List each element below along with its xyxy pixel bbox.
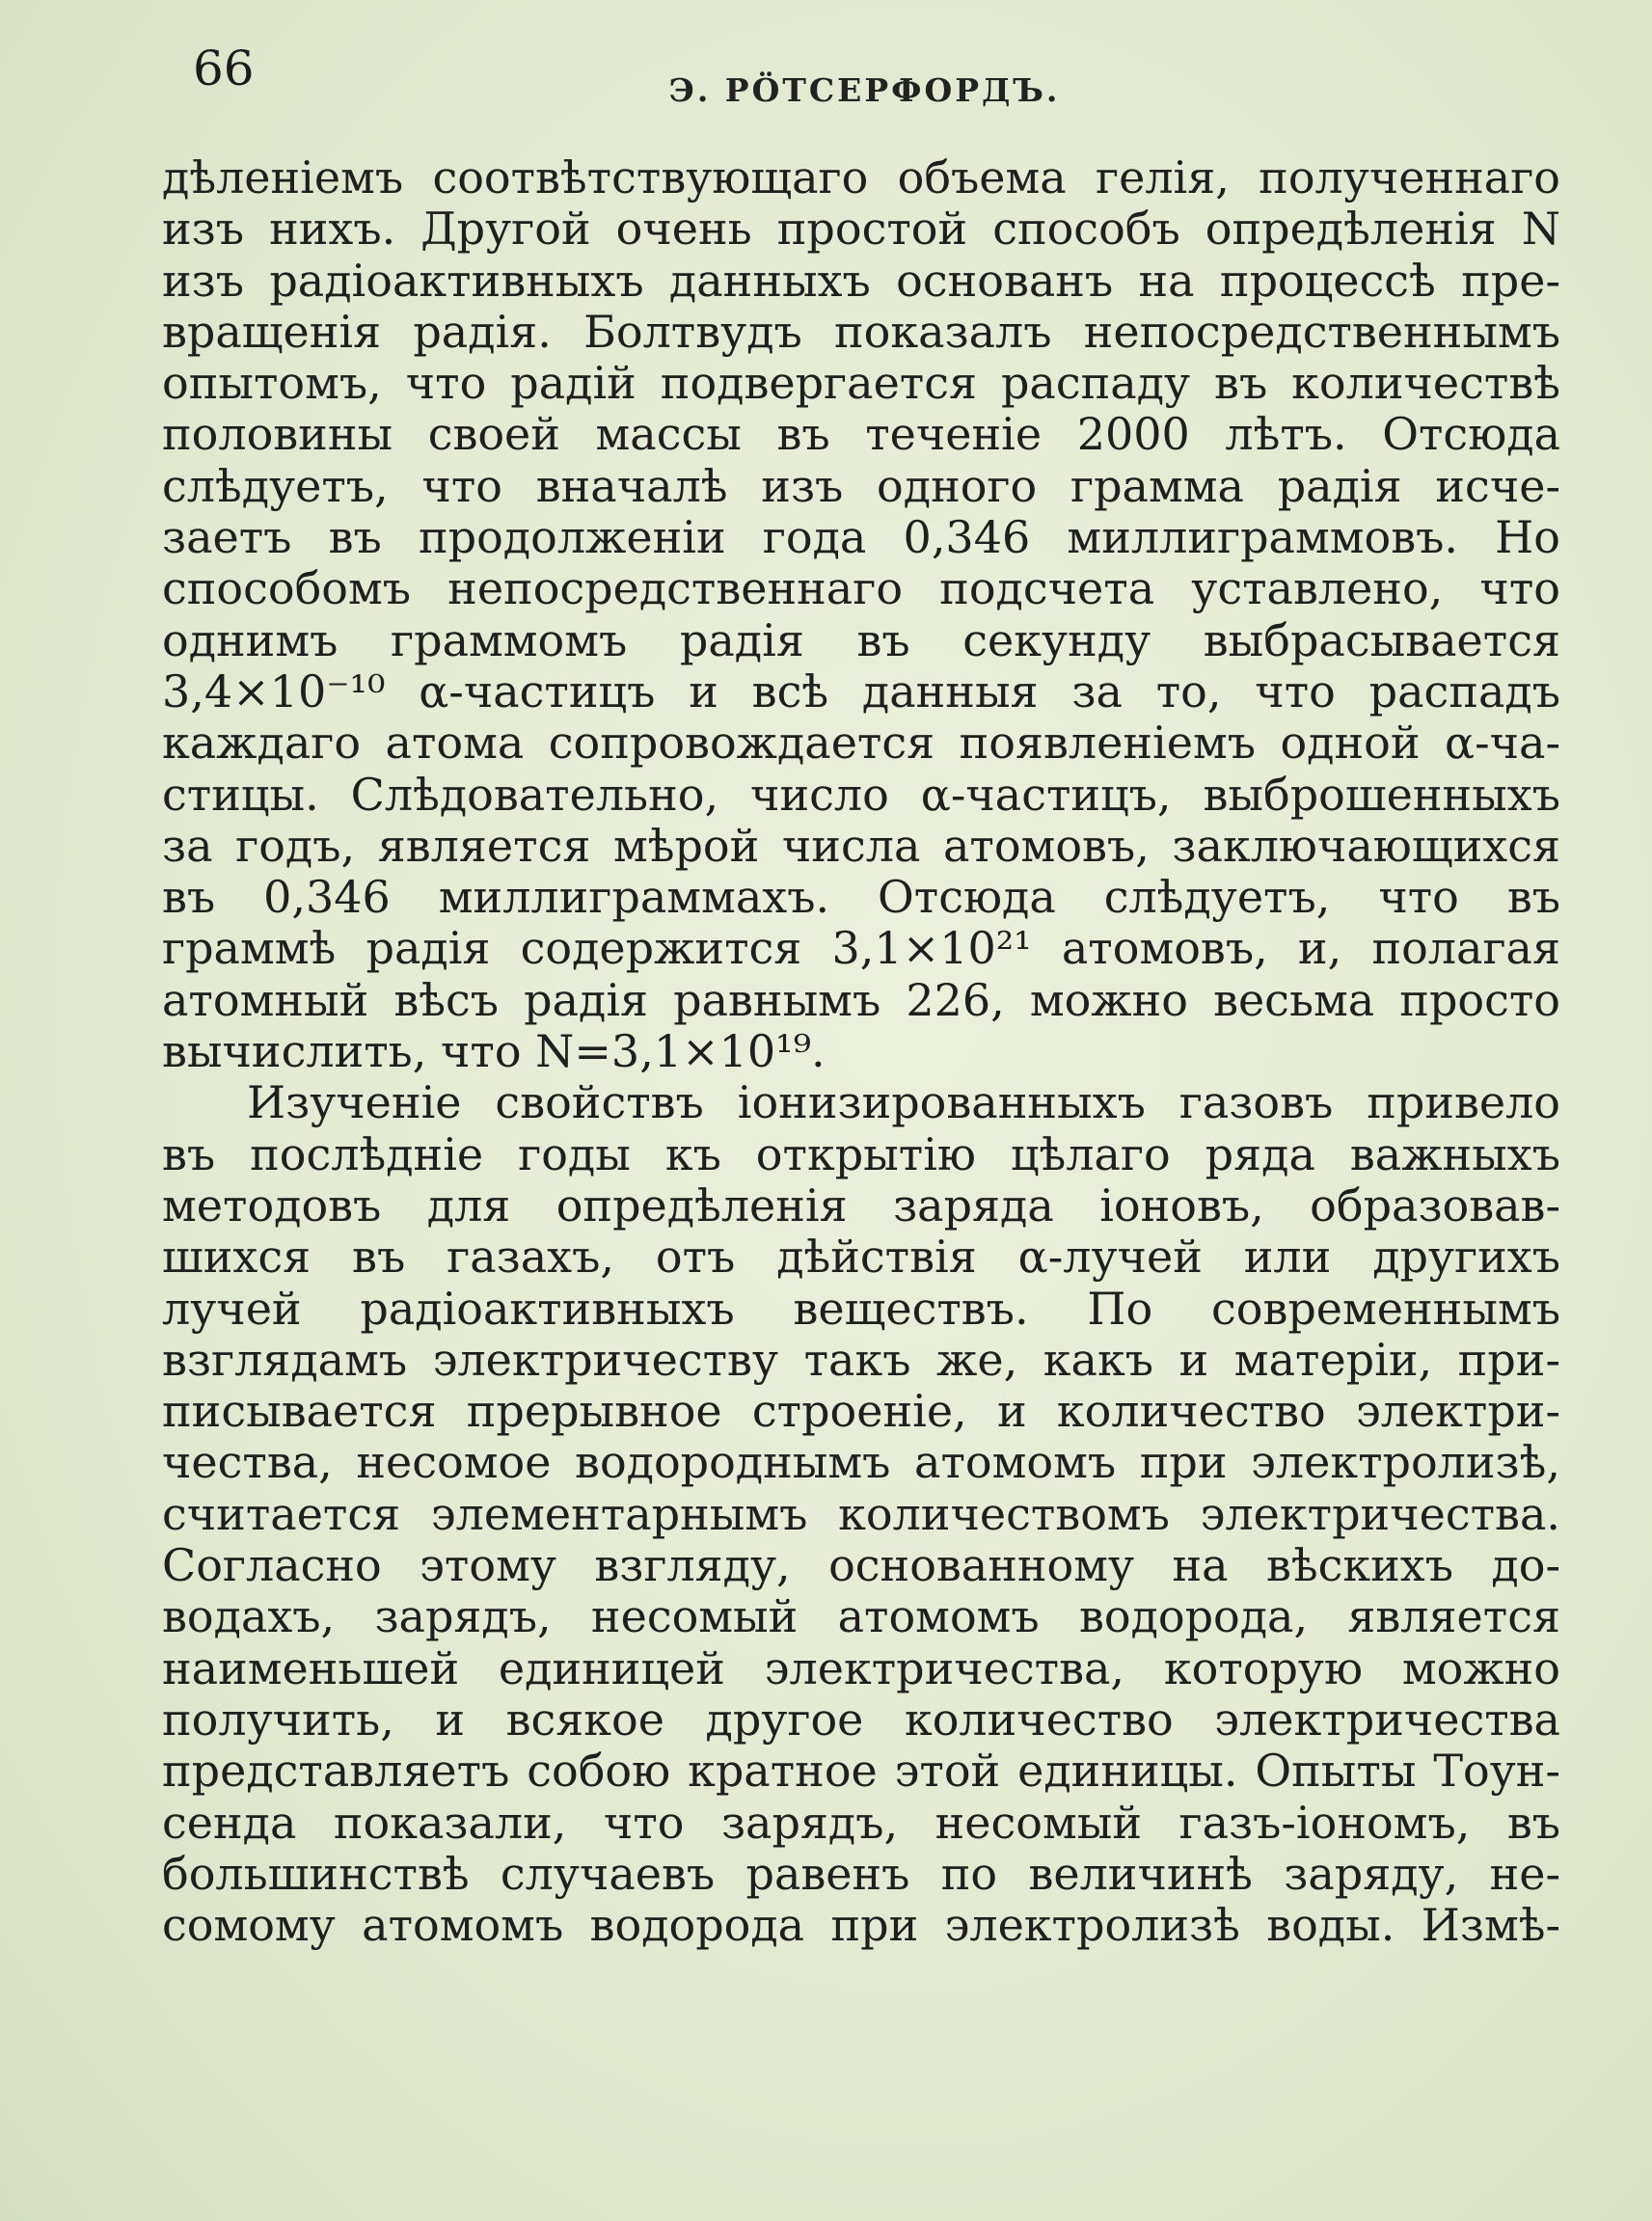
text-line: наименьшей единицей электричества, которую можно [162, 1641, 1560, 1694]
text-line: стицы. Слѣдовательно, число α-частицъ, выброшенныхъ [162, 768, 1560, 821]
text-line: дѣленіемъ соотвѣтствующаго объема гелія, полученнаго [162, 151, 1560, 203]
text-line: получить, и всякое другое количество электричества [162, 1693, 1560, 1746]
text-line: вычислить, что N=3,1×10¹⁹. [162, 1025, 826, 1078]
body-text [162, 152, 1560, 1951]
paragraph-2 [162, 1077, 1560, 1951]
text-line: однимъ граммомъ радія въ секунду выбрасывается [162, 613, 1560, 666]
text-line: представляетъ собою кратное этой единицы. Опыты Тоун- [162, 1745, 1560, 1798]
text-line: въ послѣдніе годы къ открытію цѣлаго ряда важныхъ [162, 1127, 1560, 1180]
text-line: шихся въ газахъ, отъ дѣйствія α-лучей или другихъ [162, 1231, 1560, 1284]
text-line: большинствѣ случаевъ равенъ по величинѣ заряду, не- [162, 1847, 1560, 1900]
text-line: сомому атомомъ водорода при электролизѣ воды. Измѣ- [162, 1899, 1560, 1952]
running-head: Э. РÖТСЕРФОРДЪ. [668, 71, 1061, 109]
text-line: въ 0,346 миллиграммахъ. Отсюда слѣдуетъ, что въ [162, 871, 1560, 924]
paragraph-1 [162, 152, 1560, 1077]
text-line: способомъ непосредственнаго подсчета уставлено, что [162, 562, 1560, 615]
text-line: заетъ въ продолженіи года 0,346 миллиграммовъ. Но [162, 511, 1560, 564]
text-line: слѣдуетъ, что вначалѣ изъ одного грамма радія исче- [162, 459, 1560, 512]
text-line: атомный вѣсъ радія равнымъ 226, можно весьма просто [162, 973, 1560, 1026]
text-line: чества, несомое водороднымъ атомомъ при электролизѣ, [162, 1436, 1560, 1489]
text-line: писывается прерывное строеніе, и количество электри- [162, 1385, 1560, 1438]
text-line: водахъ, зарядъ, несомый атомомъ водорода, является [162, 1590, 1560, 1643]
text-line: 3,4×10⁻¹⁰ α-частицъ и всѣ данныя за то, что распадъ [162, 664, 1560, 718]
text-line: взглядамъ электричеству такъ же, какъ и матеріи, при- [162, 1333, 1560, 1386]
text-line: опытомъ, что радій подвергается распаду въ количествѣ [162, 357, 1560, 410]
text-line: считается элементарнымъ количествомъ электричества. [162, 1487, 1560, 1540]
text-line: Согласно этому взгляду, основанному на вѣскихъ до- [162, 1539, 1560, 1592]
text-line: каждаго атома сопровождается появленіемъ одной α-ча- [162, 717, 1560, 770]
text-line: методовъ для опредѣленія заряда іоновъ, образовав- [162, 1178, 1560, 1232]
text-line: сенда показали, что зарядъ, несомый газъ-іономъ, въ [162, 1796, 1560, 1849]
text-line: изъ нихъ. Другой очень простой способъ опредѣленія N [162, 203, 1560, 256]
text-line: граммѣ радія содержится 3,1×10²¹ атомовъ, и, полагая [162, 922, 1560, 975]
text-line: половины своей массы въ теченіе 2000 лѣтъ. Отсюда [162, 408, 1560, 461]
text-line: Изученіе свойствъ іонизированныхъ газовъ привело [247, 1076, 1560, 1129]
text-line: изъ радіоактивныхъ данныхъ основанъ на процессѣ пре- [162, 254, 1560, 307]
text-line: за годъ, является мѣрой числа атомовъ, заключающихся [162, 819, 1560, 872]
text-line: вращенія радія. Болтвудъ показалъ непосредственнымъ [162, 305, 1560, 358]
text-line: лучей радіоактивныхъ веществъ. По современнымъ [162, 1282, 1560, 1335]
page-number: 66 [193, 41, 255, 96]
